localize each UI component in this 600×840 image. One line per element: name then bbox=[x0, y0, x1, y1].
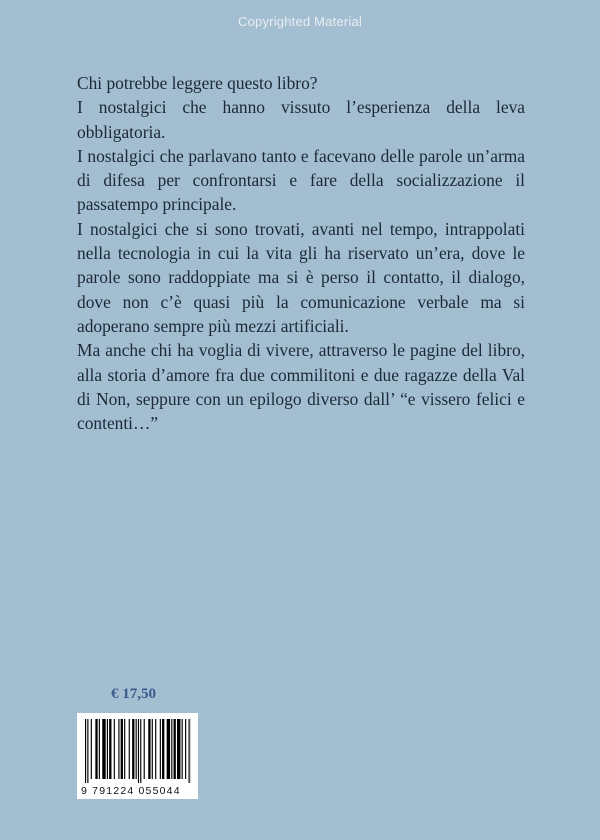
blurb-paragraph: I nostalgici che si sono trovati, avanti nel tempo, intrappolati nella tecnologia in cui la vita gli ha riservato un’era, dove le parole sono raddoppiate ma si è perso il contatto, il dialogo, dove non c’è quasi più la comunicazione verbale ma si adoperano sempre più mezzi artificiali. bbox=[77, 218, 525, 336]
barcode-bar bbox=[171, 719, 172, 779]
barcode-bars bbox=[85, 719, 191, 783]
barcode-bar bbox=[148, 719, 150, 779]
price-label: € 17,50 bbox=[111, 686, 156, 702]
barcode-bar bbox=[167, 719, 170, 779]
barcode-bar bbox=[132, 719, 134, 779]
barcode-bar bbox=[144, 719, 145, 779]
barcode-bar bbox=[91, 719, 92, 779]
barcode-bar bbox=[121, 719, 123, 779]
barcode-bar bbox=[152, 719, 153, 779]
barcode-digits: 9 791224 055044 bbox=[81, 785, 181, 797]
barcode-bar bbox=[129, 719, 130, 779]
copyright-watermark: Copyrighted Material bbox=[238, 14, 362, 29]
blurb-paragraph: I nostalgici che hanno vissuto l’esperienza della leva obbligatoria. bbox=[77, 97, 525, 142]
back-cover-blurb bbox=[77, 71, 525, 435]
barcode-bar bbox=[136, 719, 137, 779]
barcode-bar bbox=[162, 719, 164, 779]
barcode-bar bbox=[114, 719, 115, 779]
barcode-bar bbox=[160, 719, 161, 779]
blurb-paragraph: I nostalgici che parlavano tanto e facevano delle parole un’arma di difesa per confrontarsi e fare della socializzazione il passatempo principale. bbox=[77, 145, 525, 215]
barcode-bar bbox=[87, 719, 88, 783]
barcode-bar bbox=[124, 719, 125, 779]
barcode-bar bbox=[85, 719, 86, 783]
barcode-bar bbox=[99, 719, 100, 779]
blurb-paragraph: Chi potrebbe leggere questo libro? bbox=[77, 73, 318, 93]
barcode-bar bbox=[189, 719, 190, 783]
blurb-paragraph: Ma anche chi ha voglia di vivere, attraverso le pagine del libro, alla storia d’amore fra due commilitoni e due ragazze della Val di Non, seppure con un epilogo diverso dall’ “e vissero felici e contenti…” bbox=[77, 340, 525, 434]
barcode-bar bbox=[95, 719, 97, 779]
isbn-barcode bbox=[77, 713, 198, 799]
barcode-bar bbox=[138, 719, 139, 783]
barcode-bar bbox=[177, 719, 180, 779]
barcode-bar bbox=[182, 719, 183, 779]
barcode-bar bbox=[102, 719, 105, 779]
barcode-bar bbox=[155, 719, 156, 779]
barcode-bar bbox=[109, 719, 111, 779]
barcode-bar bbox=[118, 719, 119, 779]
barcode-bar bbox=[140, 719, 141, 783]
barcode-bar bbox=[174, 719, 176, 779]
barcode-bar bbox=[185, 719, 186, 779]
barcode-bar bbox=[107, 719, 108, 779]
